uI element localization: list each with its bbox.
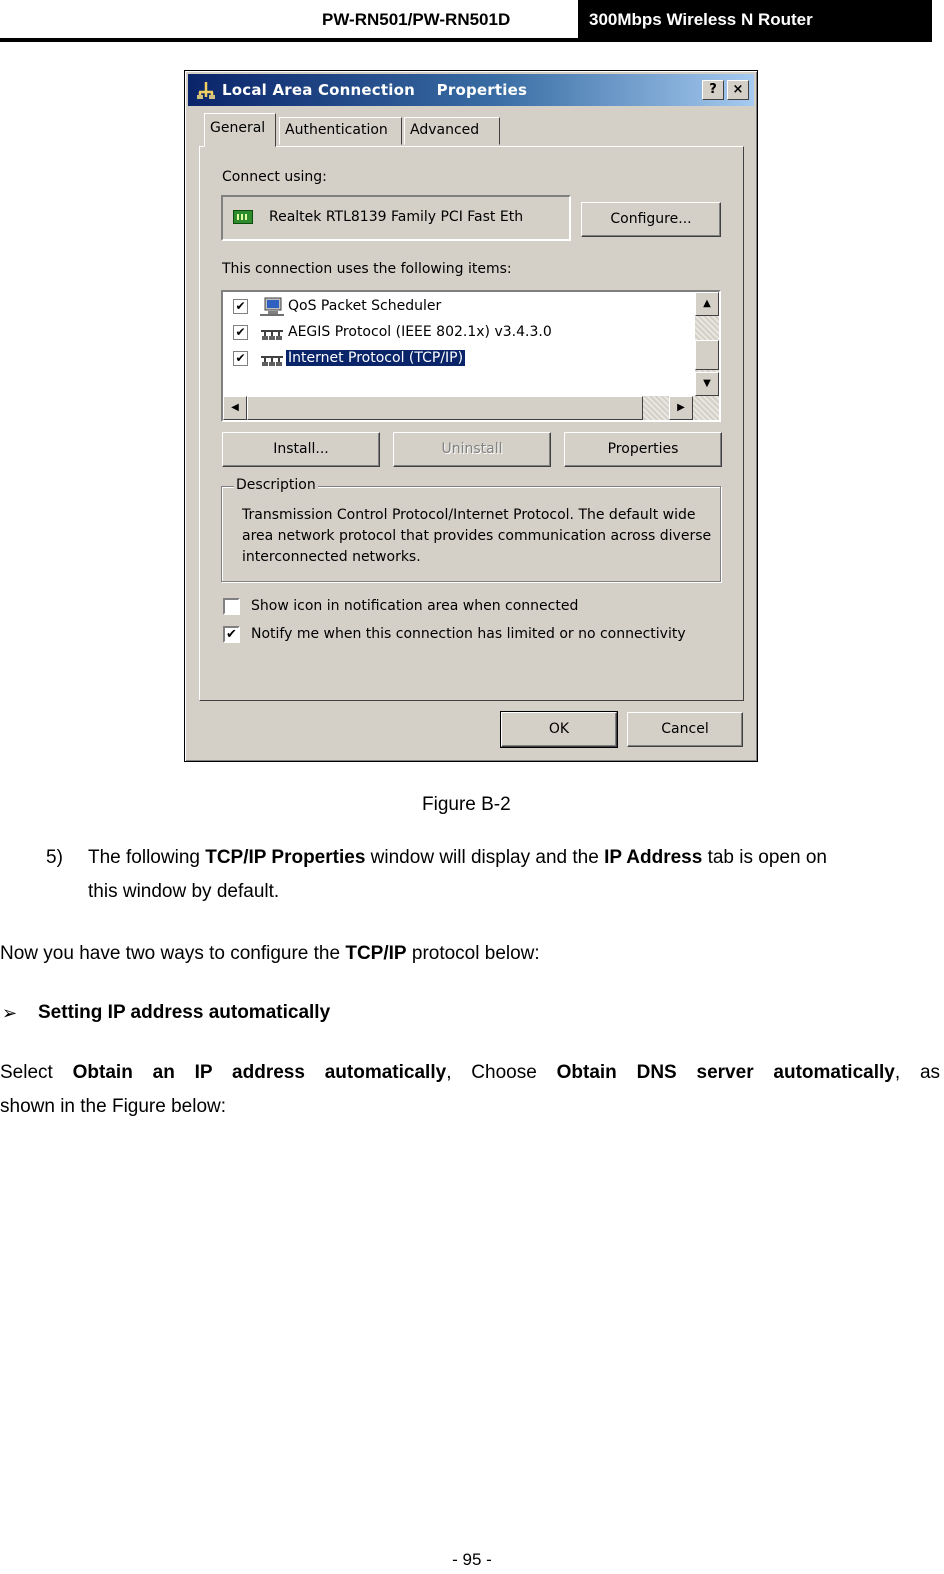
intro-text-a: Now you have two ways to configure the	[0, 943, 346, 964]
list-item-selected[interactable]	[231, 348, 691, 370]
network-card-icon	[233, 210, 253, 224]
dialog-titlebar[interactable]	[188, 74, 754, 106]
item-checkbox[interactable]: ✔	[233, 351, 248, 366]
notify-checkbox[interactable]: ✔	[223, 626, 240, 643]
adapter-field	[221, 195, 571, 241]
network-connection-icon	[195, 80, 217, 100]
select-instruction-line2: shown in the Figure below:	[0, 1096, 227, 1117]
select-text-a: Select	[0, 1062, 73, 1083]
step-text	[88, 844, 827, 872]
vertical-scroll-thumb[interactable]	[695, 340, 719, 370]
select-text-c: , as	[894, 1062, 941, 1083]
intro-text-b: protocol below:	[406, 943, 540, 964]
step-text-b: window will display and the	[365, 847, 605, 868]
show-icon-label: Show icon in notification area when connected	[251, 598, 579, 614]
description-text: Transmission Control Protocol/Internet Protocol. The default wide area network protocol that provides communication across diverse interconnected networks.	[242, 507, 712, 565]
item-label: Internet Protocol (TCP/IP)	[288, 350, 464, 366]
help-button[interactable]: ?	[702, 80, 724, 100]
close-button[interactable]: ×	[727, 80, 749, 100]
bullet-arrow-icon: ➢	[2, 1003, 18, 1023]
show-icon-checkbox[interactable]	[223, 598, 240, 615]
header-model: PW-RN501/PW-RN501D	[322, 10, 511, 29]
item-checkbox[interactable]: ✔	[233, 299, 248, 314]
step-text-line2: this window by default.	[88, 881, 280, 902]
select-instruction	[0, 1059, 940, 1087]
dialog-title: Local Area Connection Properties	[222, 81, 528, 99]
scroll-right-icon[interactable]: ▶	[669, 396, 693, 420]
configure-button[interactable]: Configure...	[581, 202, 721, 237]
connect-using-label: Connect using:	[222, 169, 327, 185]
step-bold-b: IP Address	[604, 847, 703, 868]
select-bold-b: Obtain DNS server automatically	[556, 1062, 895, 1083]
properties-dialog	[184, 70, 758, 762]
network-protocol-icon	[259, 323, 285, 343]
header-product: 300Mbps Wireless N Router	[578, 0, 932, 38]
tab-general[interactable]: General	[204, 113, 276, 147]
figure-caption: Figure B-2	[422, 794, 511, 815]
list-item[interactable]	[231, 322, 691, 344]
tab-advanced[interactable]: Advanced	[404, 117, 500, 145]
show-icon-option[interactable]	[223, 596, 723, 618]
scroll-left-icon[interactable]: ◀	[223, 396, 247, 420]
item-label: AEGIS Protocol (IEEE 802.1x) v3.4.3.0	[288, 324, 552, 340]
item-label: QoS Packet Scheduler	[288, 298, 442, 314]
horizontal-scrollbar[interactable]	[223, 396, 719, 420]
network-protocol-icon	[259, 349, 285, 369]
select-text-b: , Choose	[446, 1062, 557, 1083]
adapter-name: Realtek RTL8139 Family PCI Fast Eth	[269, 209, 524, 225]
step-text-c: tab is open on	[702, 847, 827, 868]
install-button[interactable]: Install...	[222, 432, 380, 467]
step-bold-a: TCP/IP Properties	[205, 847, 366, 868]
page-number: - 95 -	[452, 1550, 492, 1569]
components-list[interactable]	[221, 290, 721, 422]
ok-button[interactable]: OK	[501, 712, 617, 747]
step-text-a: The following	[88, 847, 206, 868]
notify-label: Notify me when this connection has limited or no connectivity	[251, 626, 686, 642]
description-group	[221, 477, 721, 582]
intro-bold: TCP/IP	[345, 943, 407, 964]
properties-button[interactable]: Properties	[564, 432, 722, 467]
cancel-button[interactable]: Cancel	[627, 712, 743, 747]
scroll-up-icon[interactable]: ▲	[695, 292, 719, 316]
list-item[interactable]	[231, 296, 691, 318]
vertical-scrollbar[interactable]	[695, 292, 719, 396]
select-bold-a: Obtain an IP address automatically	[72, 1062, 447, 1083]
uninstall-button[interactable]: Uninstall	[393, 432, 551, 467]
scroll-down-icon[interactable]: ▼	[695, 372, 719, 396]
intro-paragraph	[0, 940, 540, 968]
bullet-heading: Setting IP address automatically	[38, 1002, 331, 1023]
tab-authentication[interactable]: Authentication	[279, 117, 402, 145]
items-label: This connection uses the following items:	[222, 261, 512, 277]
item-checkbox[interactable]: ✔	[233, 325, 248, 340]
header-rule	[0, 38, 932, 42]
notify-option[interactable]	[223, 624, 723, 646]
step-number: 5)	[46, 847, 63, 868]
description-legend: Description	[236, 477, 316, 493]
network-client-icon	[259, 297, 285, 317]
page-header	[0, 0, 932, 42]
horizontal-scroll-thumb[interactable]	[247, 396, 643, 420]
